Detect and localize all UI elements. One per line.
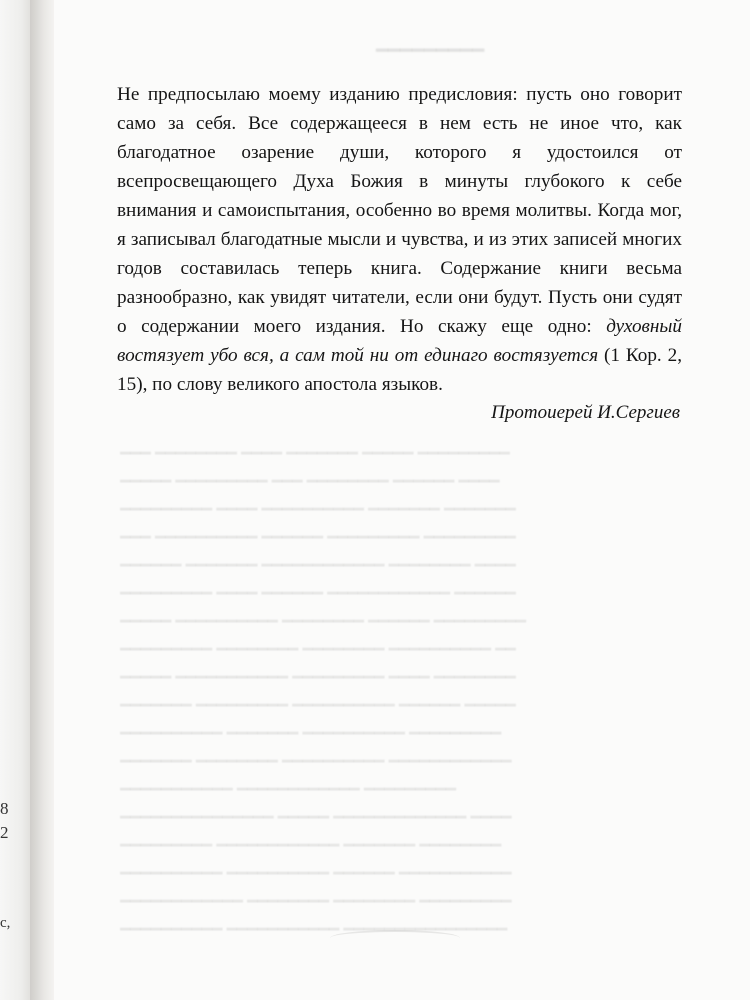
bleed-through-text: ━━━ ━━━━━━━━ ━━━━ ━━━━━━━ ━━━━━ ━━━━━━━━━ ━━━━━ ━━━━━━━━━ ━━━ ━━━━━━━━ ━━━━━━ ━━━━ ━━━━━━━━━ ━━━━ ━━━━━━━━━━ ━━━━━━━ ━━━━━━━ ━━━ ━━━━━━━━━━ ━━━━━━ ━━━━━━━━━ ━━━━━━━━━ ━━━━━━ ━━━━━━━ ━━━━━━━━━━━━ ━━━━━━━━ ━━━━ ━━━━━━━━━ ━━━━ ━━━━━━ ━━━━━━━━━━━━ ━━━━━━ ━━━━━ ━━━━━━━━━━ ━━━━━━━━ ━━━━━━ ━━━━━━━━━ ━━━━━━━━━ ━━━━━━━━ ━━━━━━━━ ━━━━━━━━━━ ━━ ━━━━━ ━━━━━━━━━━━ ━━━━━━━━━ ━━━━ ━━━━━━━━ ━━━━━━━ ━━━━━━━━━ ━━━━━━━━━━ ━━━━━━ ━━━━━ ━━━━━━━━━━ ━━━━━━━ ━━━━━━━━━━ ━━━━━━━━━ ━━━━━━━ ━━━━━━━━ ━━━━━━━━━━ ━━━━━━━━━━━━ ━━━━━━━━━━━ ━━━━━━━━━━━━ ━━━━━━━━━ ━━━━━━━━━━━━━━━ ━━━━━ ━━━━━━━━━━━━━ ━━━━ ━━━━━━━━━ ━━━━━━━━━━━━ ━━━━━━━ ━━━━━━━━ ━━━━━━━━━━ ━━━━━━━━━━ ━━━━━━ ━━━━━━━━━━━ ━━━━━━━━━━━━ ━━━━━━━━ ━━━━━━━━ ━━━━━━━━━ ━━━━━━━━━━ ━━━━━━━━━━━ ━━━━━━━━━━━━━━━━	[120, 444, 526, 939]
previous-page-edge	[0, 0, 30, 1000]
edge-char-3: c,	[0, 915, 11, 931]
edge-char-1: 8	[0, 799, 9, 818]
author-signature: Протоиерей И.Сергиев	[491, 402, 680, 423]
scripture-quote: духовный востязует убо вся, а сам той ни от единаго востязуется	[117, 316, 682, 366]
bleed-through-ornament	[330, 930, 460, 946]
preface-text	[117, 80, 682, 399]
book-gutter	[30, 0, 54, 1000]
preface-text-part-1: Не предпосылаю моему изданию предисловия: пусть оно говорит само за себя. Все содержащееся в нем есть не иное что, как благодатное озарение души, которого я удостоился от всепросвещающего Духа Божия в минуты глубокого к себе внимания и самоиспытания, особенно во время молитвы. Когда мог, я записывал благодатные мысли и чувства, и из этих записей многих годов составилась теперь книга. Содержание книги весьма разнообразно, как увидят читатели, если они будут. Пусть они судят о содержании моего издания. Но скажу еще одно:	[117, 84, 682, 337]
bleed-through-heading: ━━━━━━━━━	[375, 40, 485, 62]
preface-text-part-2: (1 Кор. 2, 15), по слову великого апостола языков.	[117, 345, 683, 395]
preface-paragraph	[117, 80, 682, 399]
edge-char-2: 2	[0, 823, 9, 842]
